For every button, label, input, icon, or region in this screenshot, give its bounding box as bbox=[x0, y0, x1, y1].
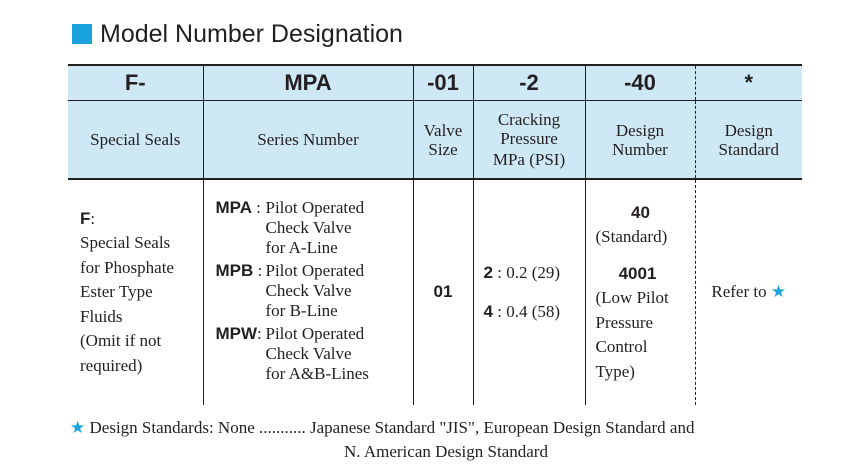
page-title: Model Number Designation bbox=[100, 19, 403, 48]
code-design: -40 bbox=[585, 65, 695, 101]
design-cell: 40 (Standard) 4001 (Low Pilot Pressure Control Type) bbox=[585, 179, 695, 405]
desc-series: Series Number bbox=[203, 101, 413, 180]
desc-standard: Design Standard bbox=[695, 101, 802, 180]
star-icon: ★ bbox=[770, 282, 787, 302]
code-standard: * bbox=[695, 65, 802, 101]
code-valve: -01 bbox=[413, 65, 473, 101]
desc-seals: Special Seals bbox=[68, 101, 203, 180]
series-item-mpa: MPA : Pilot Operated Check Valve for A-Line bbox=[215, 198, 365, 257]
valve-size-value: 01 bbox=[433, 282, 453, 302]
crack-option-4: 4 : 0.4 (58) bbox=[483, 301, 561, 321]
description-row bbox=[68, 101, 802, 180]
valve-cell bbox=[413, 179, 473, 405]
series-cell bbox=[203, 179, 413, 405]
desc-crack: Cracking Pressure MPa (PSI) bbox=[473, 101, 585, 180]
code-row bbox=[68, 65, 802, 101]
model-number-table bbox=[68, 64, 802, 405]
series-item-mpb: MPB : Pilot Operated Check Valve for B-Line bbox=[215, 261, 365, 320]
title-square-icon bbox=[72, 24, 92, 44]
desc-design: Design Number bbox=[585, 101, 695, 180]
crack-option-2: 2 : 0.2 (29) bbox=[483, 263, 561, 282]
code-series: MPA bbox=[203, 65, 413, 101]
body-row bbox=[68, 179, 802, 405]
standard-cell: Refer to ★ bbox=[711, 282, 787, 302]
code-crack: -2 bbox=[473, 65, 585, 101]
seals-cell: F: Special Seals for Phosphate Ester Type Fluids (Omit if not required) bbox=[68, 179, 203, 405]
footnote: ★ Design Standards: None ........... Japanese Standard "JIS", European Design Standard and bbox=[70, 418, 695, 437]
crack-cell bbox=[473, 179, 585, 405]
star-icon: ★ bbox=[70, 418, 86, 437]
desc-valve: Valve Size bbox=[413, 101, 473, 180]
footnote-line2: N. American Design Standard bbox=[344, 442, 548, 461]
design-code-40: 40 bbox=[631, 202, 650, 222]
section-title bbox=[72, 18, 403, 50]
series-item-mpw: MPW: Pilot Operated Check Valve for A&B-Lines bbox=[215, 324, 369, 383]
design-code-4001: 4001 bbox=[618, 263, 657, 283]
code-seals: F- bbox=[68, 65, 203, 101]
seals-code: F bbox=[80, 208, 91, 228]
